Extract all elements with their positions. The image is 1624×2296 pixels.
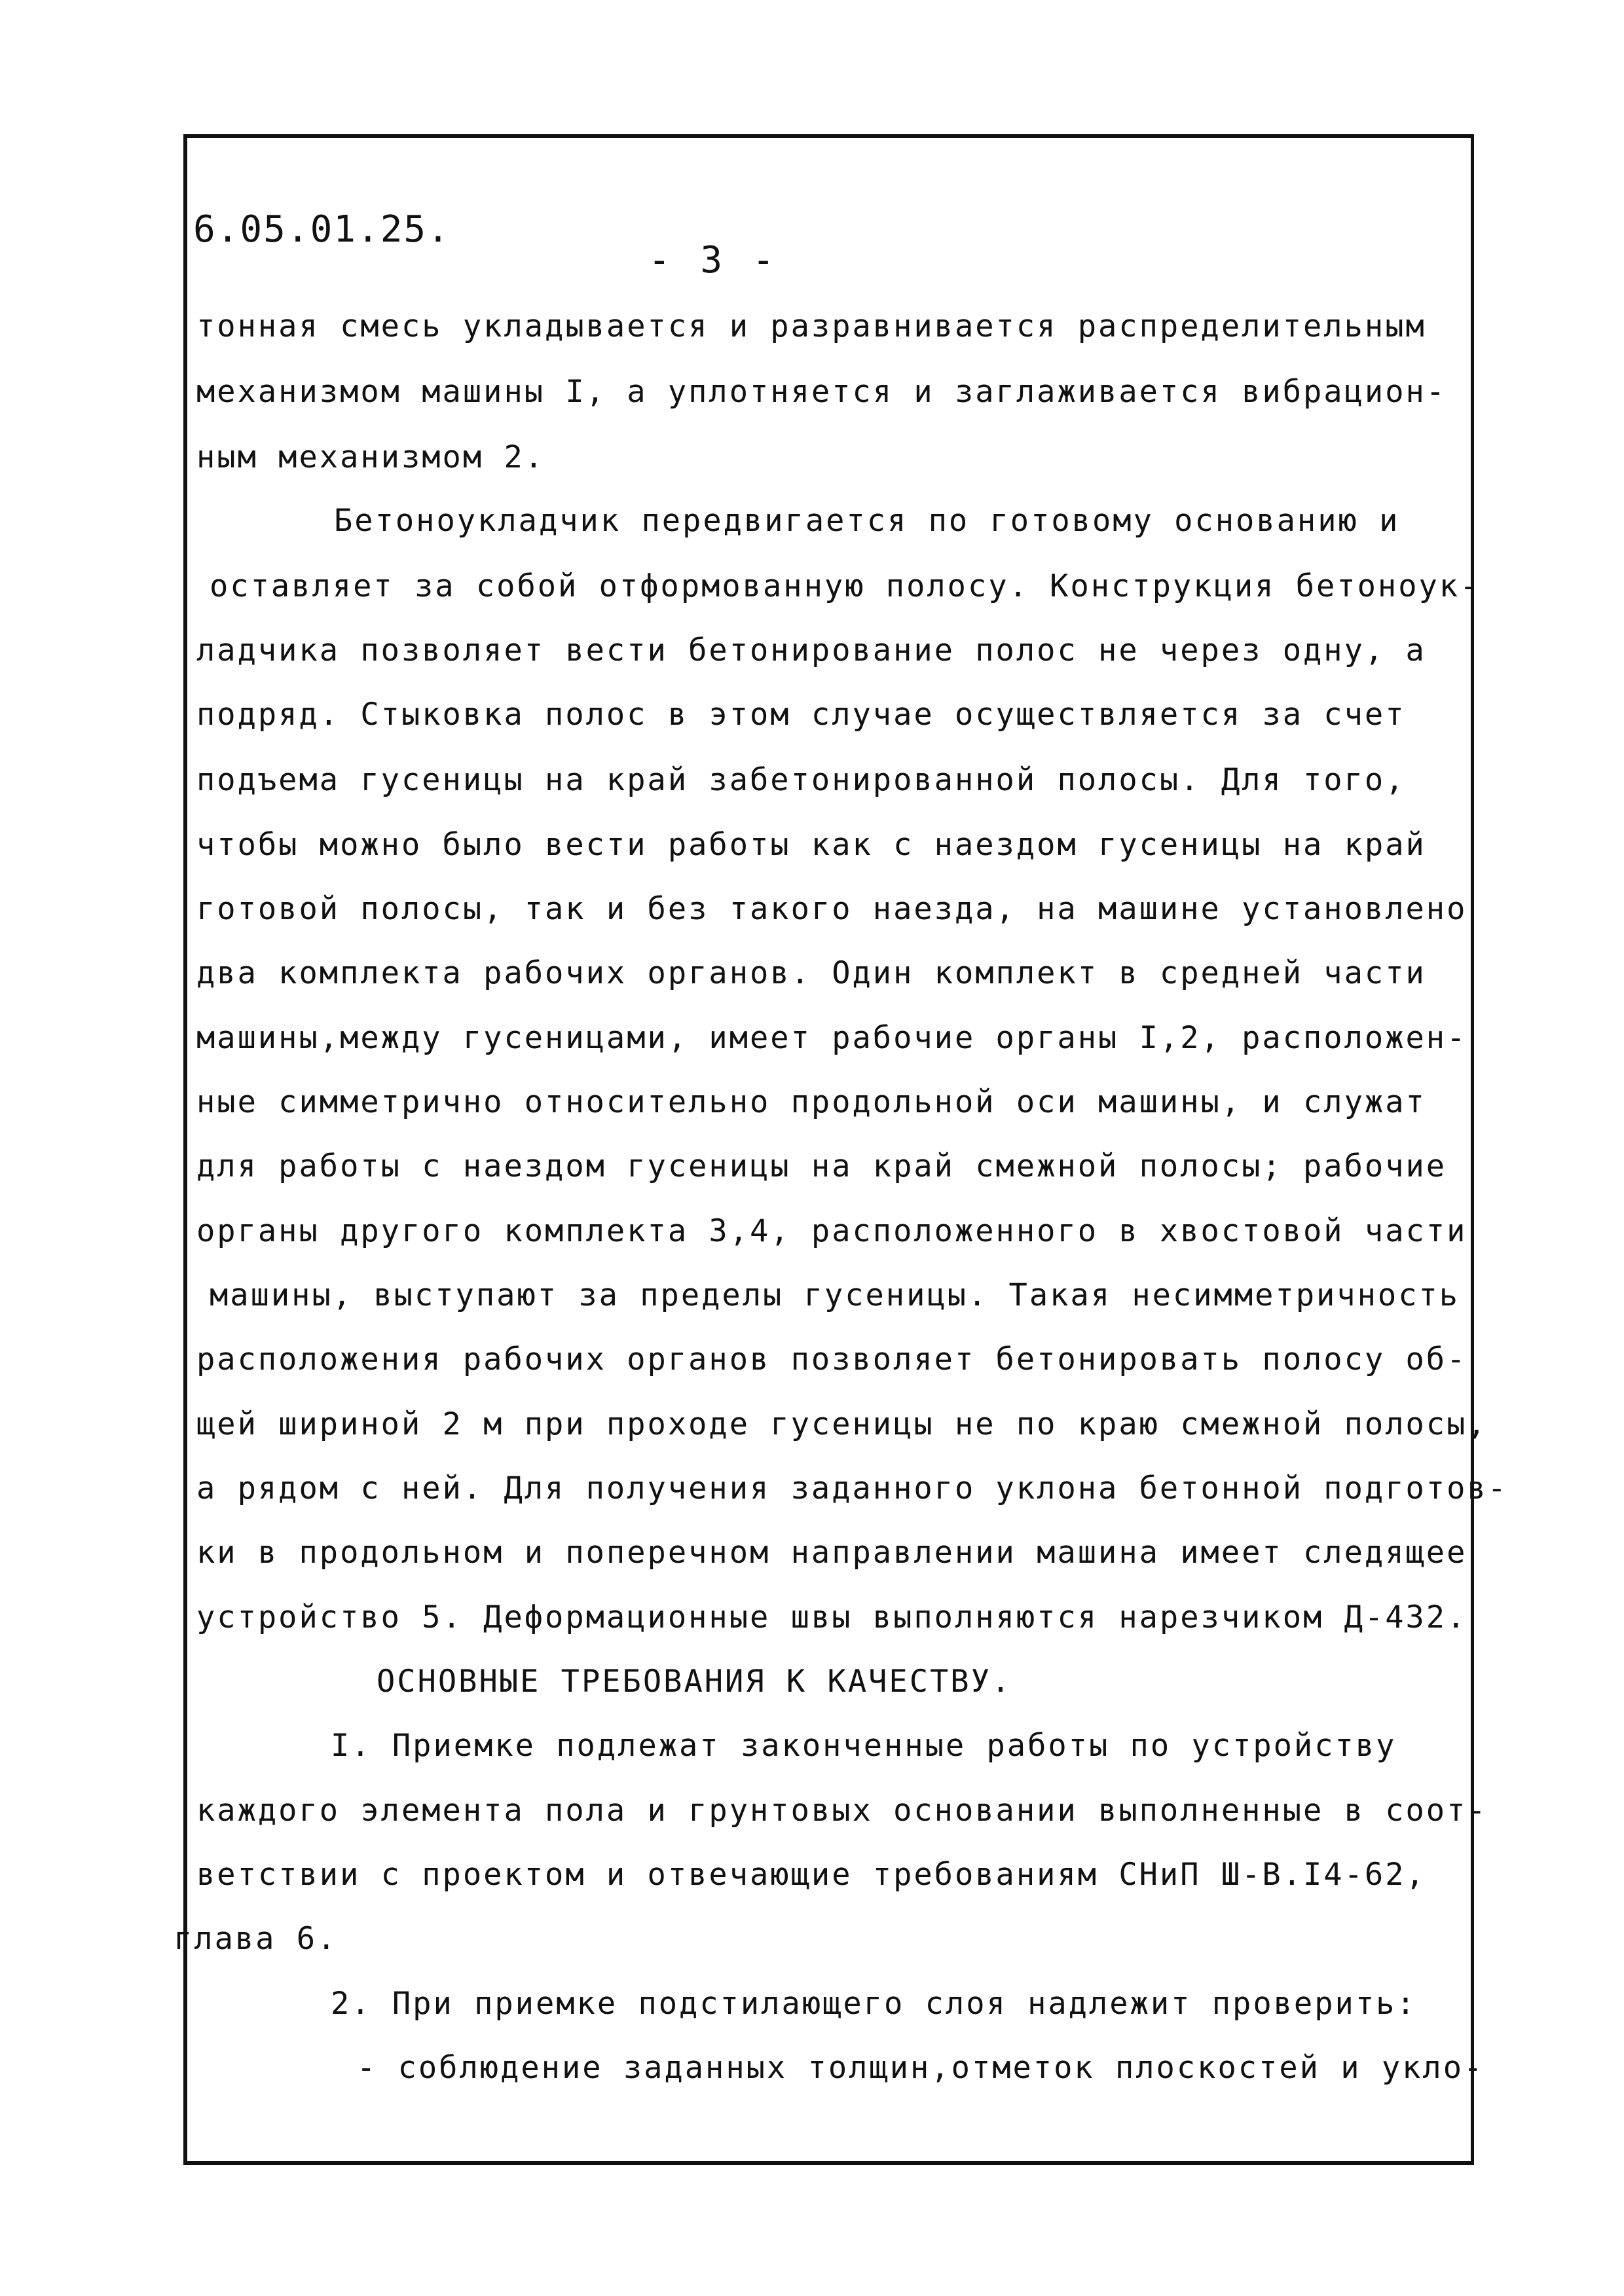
text-line: щей шириной 2 м при проходе гусеницы не по краю смежной полосы,	[196, 1406, 1488, 1442]
text-line: а рядом с ней. Для получения заданного уклона бетонной подготов-	[196, 1470, 1508, 1506]
text-line: расположения рабочих органов позволяет бетонировать полосу об-	[196, 1341, 1467, 1377]
text-line: Бетоноукладчик передвигается по готовому основанию и	[334, 503, 1400, 539]
text-line: I. Приемке подлежат законченные работы по устройству	[331, 1728, 1397, 1764]
text-line: ладчика позволяет вести бетонирование полос не через одну, а	[196, 632, 1426, 668]
text-line: для работы с наездом гусеницы на край смежной полосы; рабочие	[196, 1148, 1447, 1184]
text-line: глава 6.	[174, 1921, 338, 1957]
text-line: машины, выступают за пределы гусеницы. Такая несимметричность	[210, 1277, 1460, 1313]
text-line: ветствии с проектом и отвечающие требованиям СНиП Ш-В.I4-62,	[196, 1857, 1426, 1893]
text-line: тонная смесь укладывается и разравнивается распределительным	[196, 308, 1426, 344]
text-line: готовой полосы, так и без такого наезда, на машине установлено	[196, 891, 1467, 927]
text-line: органы другого комплекта 3,4, расположенного в хвостовой части	[196, 1213, 1467, 1249]
text-line: подъема гусеницы на край забетонированной полосы. Для того,	[196, 762, 1406, 798]
text-line: устройство 5. Деформационные швы выполняются нарезчиком Д-432.	[196, 1599, 1467, 1635]
document-code: 6.05.01.25.	[193, 208, 451, 251]
text-line: - соблюдение заданных толщин,отметок плоскостей и укло-	[357, 2050, 1485, 2086]
text-line: два комплекта рабочих органов. Один комплект в средней части	[196, 955, 1426, 991]
text-line: чтобы можно было вести работы как с наездом гусеницы на край	[196, 827, 1426, 863]
text-line: ным механизмом 2.	[196, 439, 545, 475]
text-line: ные симметрично относительно продольной оси машины, и служат	[196, 1084, 1426, 1120]
text-line: машины,между гусеницами, имеет рабочие органы I,2, расположен-	[196, 1020, 1467, 1056]
text-line: каждого элемента пола и грунтовых основании выполненные в соот-	[196, 1793, 1488, 1829]
page-number: - 3 -	[648, 239, 779, 282]
text-line: механизмом машины I, а уплотняется и заглаживается вибрацион-	[196, 374, 1447, 410]
text-line: ки в продольном и поперечном направлении машина имеет следящее	[196, 1535, 1467, 1571]
section-heading: ОСНОВНЫЕ ТРЕБОВАНИЯ К КАЧЕСТВУ.	[377, 1664, 1012, 1700]
text-line: 2. При приемке подстилающего слоя надлежит проверить:	[331, 1986, 1417, 2022]
text-line: подряд. Стыковка полос в этом случае осуществляется за счет	[196, 697, 1406, 733]
text-line: оставляет за собой отформованную полосу. Конструкция бетоноук-	[210, 568, 1481, 604]
